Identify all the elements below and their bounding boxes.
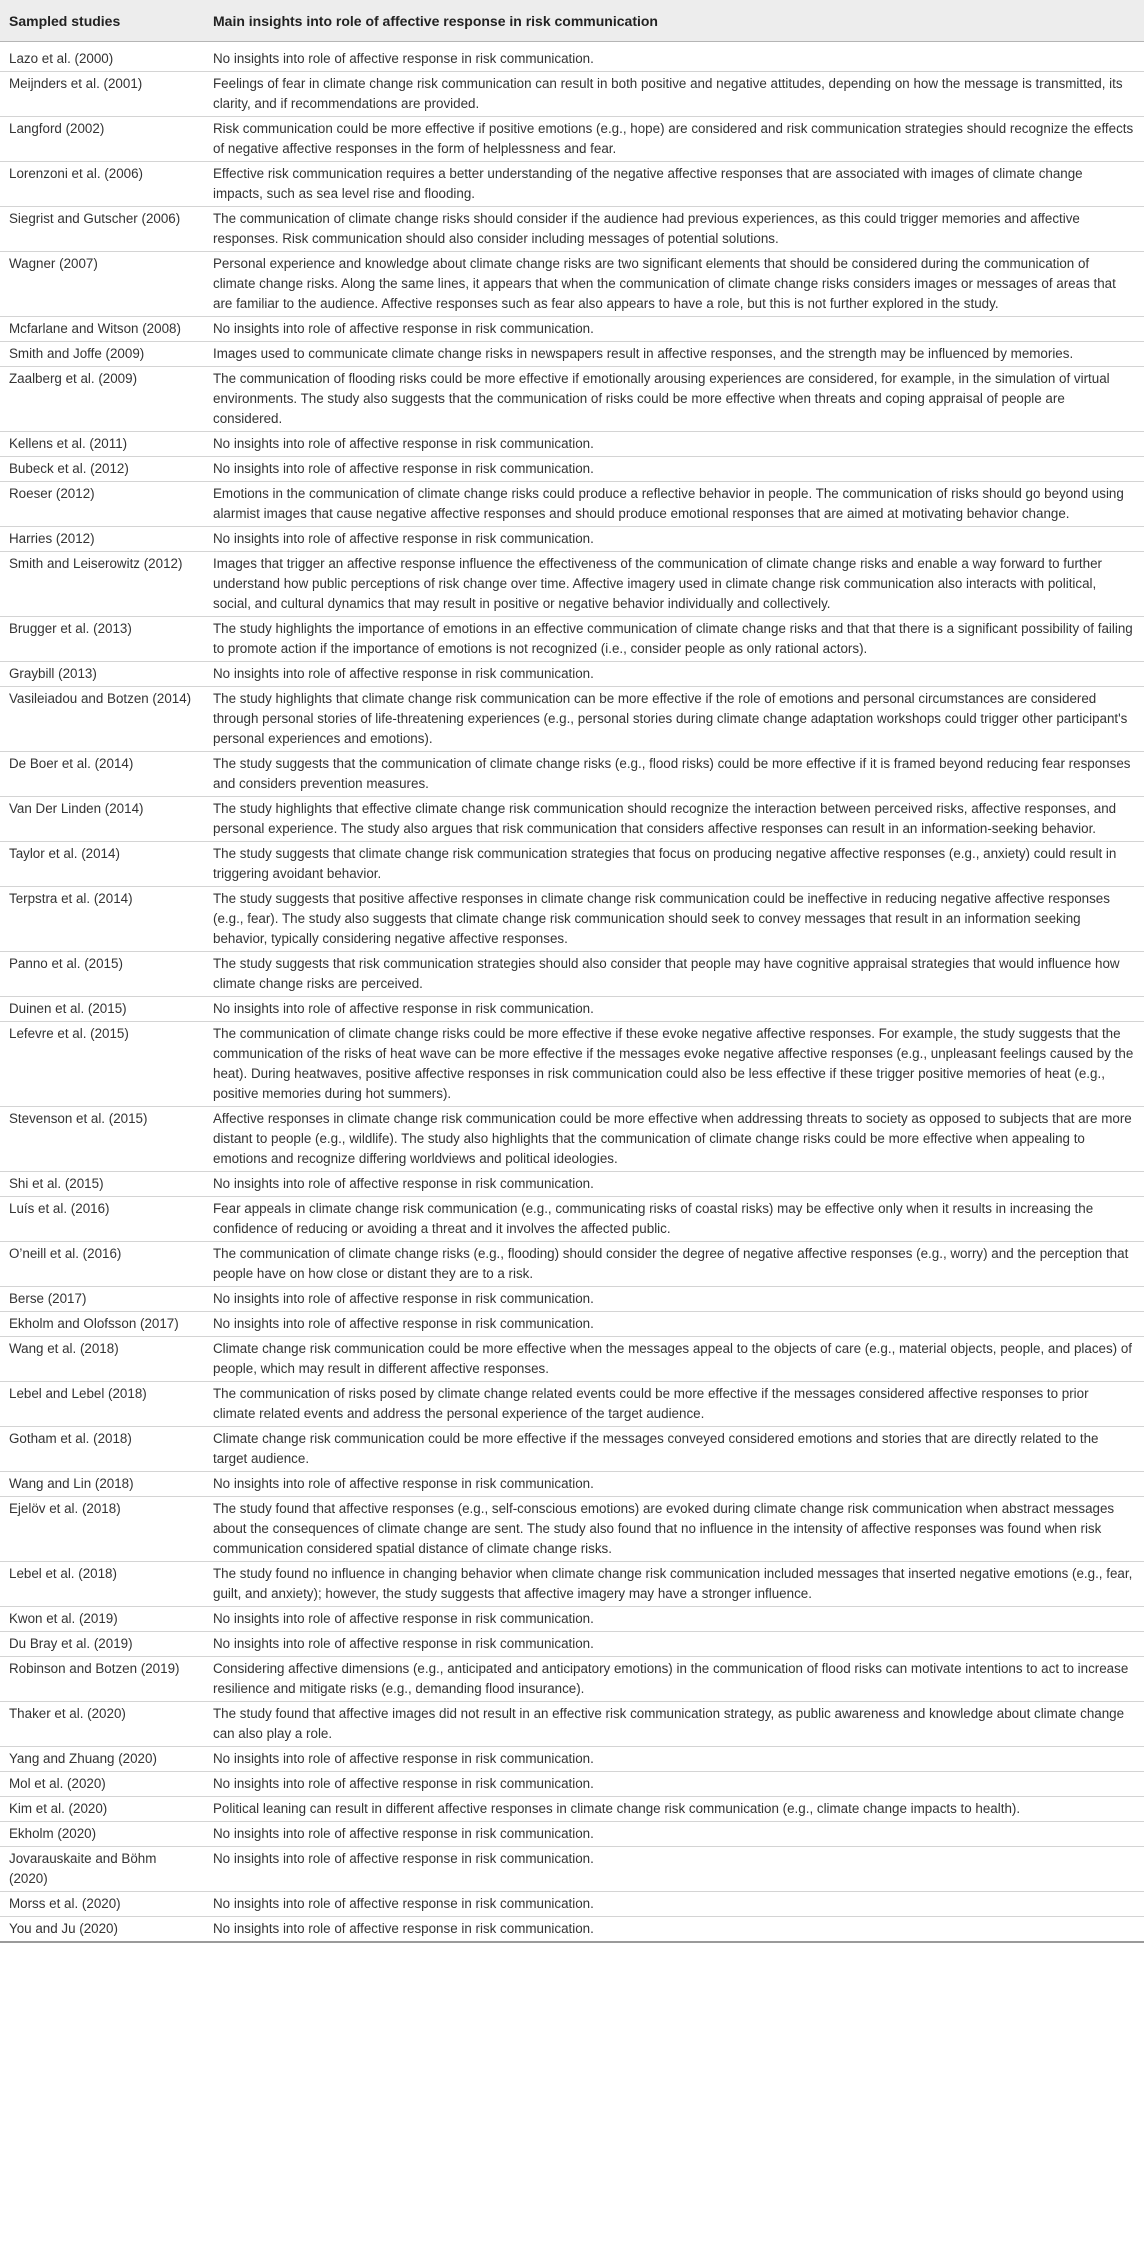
study-citation-cell: Smith and Leiserowitz (2012): [0, 552, 205, 617]
study-citation-cell: Roeser (2012): [0, 482, 205, 527]
table-row: [0, 617, 1144, 662]
table-row: [0, 252, 1144, 317]
insight-cell: The study suggests that climate change risk communication strategies that focus on producing negative affective responses (e.g., anxiety) could result in triggering avoidant behavior.: [205, 842, 1144, 887]
study-citation-cell: Bubeck et al. (2012): [0, 457, 205, 482]
table-row: [0, 527, 1144, 552]
study-citation-cell: Shi et al. (2015): [0, 1172, 205, 1197]
table-row: [0, 1287, 1144, 1312]
table-row: [0, 997, 1144, 1022]
insight-cell: Fear appeals in climate change risk communication (e.g., communicating risks of coastal risks) may be effective only when it results in increasing the confidence of reducing or avoiding a threat and it involves the affected public.: [205, 1197, 1144, 1242]
insight-cell: The study found that affective images did not result in an effective risk communication strategy, as public awareness and knowledge about climate change can also play a role.: [205, 1702, 1144, 1747]
study-citation-cell: Van Der Linden (2014): [0, 797, 205, 842]
study-citation-cell: De Boer et al. (2014): [0, 752, 205, 797]
study-citation-cell: Luís et al. (2016): [0, 1197, 205, 1242]
header-main-insights: Main insights into role of affective response in risk communication: [205, 0, 1144, 42]
study-citation-cell: Ekholm and Olofsson (2017): [0, 1312, 205, 1337]
insight-cell: No insights into role of affective response in risk communication.: [205, 1847, 1144, 1892]
insight-cell: No insights into role of affective response in risk communication.: [205, 1312, 1144, 1337]
table-row: [0, 887, 1144, 952]
study-citation-cell: Siegrist and Gutscher (2006): [0, 207, 205, 252]
study-citation-cell: Jovarauskaite and Böhm (2020): [0, 1847, 205, 1892]
insight-cell: Images used to communicate climate change risks in newspapers result in affective responses, and the strength may be influenced by memories.: [205, 342, 1144, 367]
insight-cell: No insights into role of affective response in risk communication.: [205, 1607, 1144, 1632]
study-citation-cell: Du Bray et al. (2019): [0, 1632, 205, 1657]
insight-cell: Personal experience and knowledge about climate change risks are two significant elements that should be considered during the communication of climate change risks. Along the same lines, it appears that when the communication of climate change risks considers images or messages of areas that are familiar to the audience. Affective responses such as fear also appears to have a role, but this is not further explored in the study.: [205, 252, 1144, 317]
insight-cell: No insights into role of affective response in risk communication.: [205, 527, 1144, 552]
insight-cell: No insights into role of affective response in risk communication.: [205, 1172, 1144, 1197]
study-citation-cell: Lebel et al. (2018): [0, 1562, 205, 1607]
insight-cell: No insights into role of affective response in risk communication.: [205, 662, 1144, 687]
header-row: [0, 0, 1144, 42]
insight-cell: The communication of flooding risks could be more effective if emotionally arousing experiences are considered, for example, in the simulation of virtual environments. The study also suggests that the communication of risks could be more effective when threats and coping appraisal of people are considered.: [205, 367, 1144, 432]
table-row: [0, 1562, 1144, 1607]
insight-cell: The study highlights that effective climate change risk communication should recognize the interaction between perceived risks, affective responses, and personal experience. The study also argues that risk communication that considers affective responses can result in an information-seeking behavior.: [205, 797, 1144, 842]
insight-cell: Feelings of fear in climate change risk communication can result in both positive and negative attitudes, depending on how the message is transmitted, its clarity, and if recommendations are provided.: [205, 72, 1144, 117]
table-row: [0, 662, 1144, 687]
study-citation-cell: Stevenson et al. (2015): [0, 1107, 205, 1172]
insight-cell: No insights into role of affective response in risk communication.: [205, 317, 1144, 342]
study-citation-cell: Wang and Lin (2018): [0, 1472, 205, 1497]
table-row: [0, 1427, 1144, 1472]
study-citation-cell: Yang and Zhuang (2020): [0, 1747, 205, 1772]
insight-cell: The communication of climate change risks should consider if the audience had previous experiences, as this could trigger memories and affective responses. Risk communication should also consider including messages of potential solutions.: [205, 207, 1144, 252]
insight-cell: The study suggests that the communication of climate change risks (e.g., flood risks) could be more effective if it is framed beyond reducing fear responses and considers prevention measures.: [205, 752, 1144, 797]
table-row: [0, 1242, 1144, 1287]
table-row: [0, 1702, 1144, 1747]
insight-cell: The communication of climate change risks could be more effective if these evoke negative affective responses. For example, the study suggests that the communication of the risks of heat wave can be more effective if the messages evoke negative affective responses (e.g., unpleasant feelings caused by the heat). During heatwaves, positive affective responses in risk communication could also be less effective if these trigger positive memories of heat (e.g., positive memories during hot summers).: [205, 1022, 1144, 1107]
study-citation-cell: Wagner (2007): [0, 252, 205, 317]
table-row: [0, 1312, 1144, 1337]
study-citation-cell: Lorenzoni et al. (2006): [0, 162, 205, 207]
table-row: [0, 687, 1144, 752]
study-citation-cell: Kim et al. (2020): [0, 1797, 205, 1822]
table-row: [0, 1847, 1144, 1892]
study-citation-cell: Thaker et al. (2020): [0, 1702, 205, 1747]
study-citation-cell: Graybill (2013): [0, 662, 205, 687]
insight-cell: No insights into role of affective response in risk communication.: [205, 1822, 1144, 1847]
table-row: [0, 752, 1144, 797]
insight-cell: The study suggests that positive affective responses in climate change risk communication could be ineffective in reducing negative affective responses (e.g., fear). The study also suggests that climate change risk communication should seek to convey messages that result in an information seeking behavior, typically considering negative affective responses.: [205, 887, 1144, 952]
table-header: [0, 0, 1144, 42]
table-row: [0, 797, 1144, 842]
study-citation-cell: Kellens et al. (2011): [0, 432, 205, 457]
table-row: [0, 72, 1144, 117]
insight-cell: No insights into role of affective response in risk communication.: [205, 42, 1144, 72]
insight-cell: Climate change risk communication could be more effective if the messages conveyed considered emotions and stories that are directly related to the target audience.: [205, 1427, 1144, 1472]
insight-cell: The study highlights that climate change risk communication can be more effective if the role of emotions and personal circumstances are considered through personal stories of life-threatening experiences (e.g., personal stories during climate change adaptation workshops could trigger other participant's personal experiences and emotions).: [205, 687, 1144, 752]
study-citation-cell: Ekholm (2020): [0, 1822, 205, 1847]
table-row: [0, 1892, 1144, 1917]
table-row: [0, 1197, 1144, 1242]
header-sampled-studies: Sampled studies: [0, 0, 205, 42]
table-row: [0, 342, 1144, 367]
table-row: [0, 1747, 1144, 1772]
table-row: [0, 552, 1144, 617]
insight-cell: No insights into role of affective response in risk communication.: [205, 1287, 1144, 1312]
insight-cell: Affective responses in climate change risk communication could be more effective when addressing threats to society as opposed to subjects that are more distant to people (e.g., wildlife). The study also highlights that the communication of climate change risks could be more effective when appealing to emotions and recognize differing worldviews and political ideologies.: [205, 1107, 1144, 1172]
study-citation-cell: Lefevre et al. (2015): [0, 1022, 205, 1107]
study-citation-cell: Langford (2002): [0, 117, 205, 162]
study-citation-cell: Taylor et al. (2014): [0, 842, 205, 887]
study-citation-cell: Zaalberg et al. (2009): [0, 367, 205, 432]
insight-cell: The communication of climate change risks (e.g., flooding) should consider the degree of negative affective responses (e.g., worry) and the perception that people have on how close or distant they are to a risk.: [205, 1242, 1144, 1287]
study-citation-cell: You and Ju (2020): [0, 1917, 205, 1943]
study-citation-cell: Brugger et al. (2013): [0, 617, 205, 662]
table-row: [0, 42, 1144, 72]
insight-cell: No insights into role of affective response in risk communication.: [205, 1892, 1144, 1917]
table-row: [0, 1607, 1144, 1632]
insight-cell: Political leaning can result in different affective responses in climate change risk communication (e.g., climate change impacts to health).: [205, 1797, 1144, 1822]
insight-cell: No insights into role of affective response in risk communication.: [205, 1917, 1144, 1943]
insight-cell: Climate change risk communication could be more effective when the messages appeal to the objects of care (e.g., material objects, people, and places) of people, which may result in different affective responses.: [205, 1337, 1144, 1382]
insight-cell: Effective risk communication requires a better understanding of the negative affective responses that are associated with images of climate change impacts, such as sea level rise and flooding.: [205, 162, 1144, 207]
table-row: [0, 117, 1144, 162]
table-row: [0, 1797, 1144, 1822]
insight-cell: The study found that affective responses (e.g., self-conscious emotions) are evoked during climate change risk communication when abstract messages about the consequences of climate change are sent. The study also found that no influence in the intensity of affective responses was found when risk communication considered spatial distance of climate change risks.: [205, 1497, 1144, 1562]
insight-cell: No insights into role of affective response in risk communication.: [205, 1472, 1144, 1497]
study-citation-cell: Vasileiadou and Botzen (2014): [0, 687, 205, 752]
insight-cell: The study found no influence in changing behavior when climate change risk communication included messages that inserted negative emotions (e.g., fear, guilt, and anxiety); however, the study suggests that affective imagery may have a stronger influence.: [205, 1562, 1144, 1607]
table-row: [0, 1497, 1144, 1562]
insight-cell: No insights into role of affective response in risk communication.: [205, 457, 1144, 482]
insight-cell: The communication of risks posed by climate change related events could be more effective if the messages considered affective responses to prior climate related events and address the personal experience of the target audience.: [205, 1382, 1144, 1427]
table-row: [0, 1172, 1144, 1197]
insight-cell: Images that trigger an affective response influence the effectiveness of the communication of climate change risks and enable a way forward to further understand how public perceptions of risk change over time. Affective imagery used in climate change risk communication also interacts with political, social, and cultural dynamics that may result in positive or negative behavior individually and collectively.: [205, 552, 1144, 617]
study-citation-cell: Terpstra et al. (2014): [0, 887, 205, 952]
study-citation-cell: Mol et al. (2020): [0, 1772, 205, 1797]
table-row: [0, 162, 1144, 207]
insight-cell: The study highlights the importance of emotions in an effective communication of climate change risks and that that there is a significant possibility of failing to promote action if the importance of emotions is not recognized (i.e., consider people as only rational actors).: [205, 617, 1144, 662]
study-citation-cell: Mcfarlane and Witson (2008): [0, 317, 205, 342]
study-citation-cell: Ejelöv et al. (2018): [0, 1497, 205, 1562]
table-row: [0, 1107, 1144, 1172]
study-citation-cell: Morss et al. (2020): [0, 1892, 205, 1917]
table-row: [0, 482, 1144, 527]
insight-cell: No insights into role of affective response in risk communication.: [205, 1772, 1144, 1797]
study-citation-cell: Kwon et al. (2019): [0, 1607, 205, 1632]
study-citation-cell: Berse (2017): [0, 1287, 205, 1312]
insight-cell: Emotions in the communication of climate change risks could produce a reflective behavior in people. The communication of risks should go beyond using alarmist images that cause negative affective responses and should produce emotional responses that are aimed at motivating behavior change.: [205, 482, 1144, 527]
study-citation-cell: Robinson and Botzen (2019): [0, 1657, 205, 1702]
table-row: [0, 367, 1144, 432]
table-row: [0, 842, 1144, 887]
table-row: [0, 1337, 1144, 1382]
study-citation-cell: Duinen et al. (2015): [0, 997, 205, 1022]
insight-cell: Considering affective dimensions (e.g., anticipated and anticipatory emotions) in the communication of flood risks can motivate intentions to act to increase resilience and mitigate risks (e.g., demanding flood insurance).: [205, 1657, 1144, 1702]
study-citation-cell: Smith and Joffe (2009): [0, 342, 205, 367]
table-row: [0, 432, 1144, 457]
table-row: [0, 1022, 1144, 1107]
table-body: [0, 42, 1144, 1943]
study-citation-cell: Gotham et al. (2018): [0, 1427, 205, 1472]
study-citation-cell: Wang et al. (2018): [0, 1337, 205, 1382]
table-row: [0, 952, 1144, 997]
study-citation-cell: Lebel and Lebel (2018): [0, 1382, 205, 1427]
table-row: [0, 207, 1144, 252]
table-row: [0, 1772, 1144, 1797]
table-row: [0, 317, 1144, 342]
study-citation-cell: O’neill et al. (2016): [0, 1242, 205, 1287]
insight-cell: No insights into role of affective response in risk communication.: [205, 432, 1144, 457]
table-row: [0, 1657, 1144, 1702]
insight-cell: Risk communication could be more effective if positive emotions (e.g., hope) are considered and risk communication strategies should recognize the effects of negative affective responses in the form of helplessness and fear.: [205, 117, 1144, 162]
table-row: [0, 1917, 1144, 1943]
insight-cell: No insights into role of affective response in risk communication.: [205, 1747, 1144, 1772]
table-row: [0, 1472, 1144, 1497]
study-citation-cell: Lazo et al. (2000): [0, 42, 205, 72]
insight-cell: No insights into role of affective response in risk communication.: [205, 1632, 1144, 1657]
table-row: [0, 1632, 1144, 1657]
table-row: [0, 1822, 1144, 1847]
table-row: [0, 457, 1144, 482]
insight-cell: No insights into role of affective response in risk communication.: [205, 997, 1144, 1022]
study-citation-cell: Meijnders et al. (2001): [0, 72, 205, 117]
insight-cell: The study suggests that risk communication strategies should also consider that people may have cognitive appraisal strategies that would influence how climate change risks are perceived.: [205, 952, 1144, 997]
study-citation-cell: Harries (2012): [0, 527, 205, 552]
study-citation-cell: Panno et al. (2015): [0, 952, 205, 997]
table-row: [0, 1382, 1144, 1427]
